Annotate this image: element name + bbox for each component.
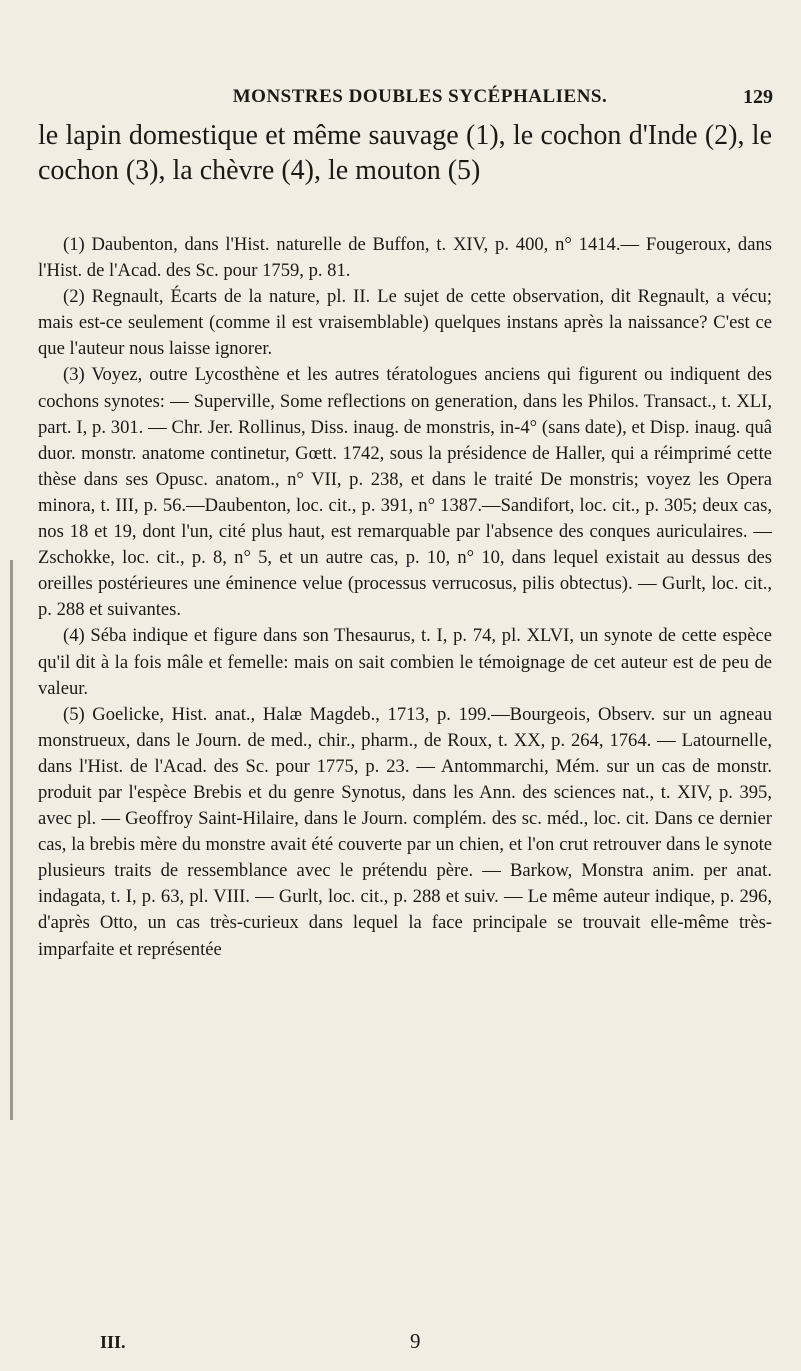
page-number: 129 — [743, 86, 773, 108]
footnote-5: (5) Goelicke, Hist. anat., Halæ Magdeb., 1713, p. 199.—Bourgeois, Observ. sur un agneau monstrueux, dans le Journ. de med., chir., pharm., de Roux, t. XX, p. 264, 1764. — Latournelle, dans l'Hist. de l'Acad. des Sc. pour 1775, p. 23. — Antommarchi, Mém. sur un cas de monstr. produit par l'espèce Brebis et du genre Synotus, dans les Ann. des sciences nat., t. XIV, p. 395, avec pl. — Geoffroy Saint-Hilaire, dans le Journ. complém. des sc. méd., loc. cit. Dans ce dernier cas, la brebis mère du monstre avait été couverte par un chien, et l'on crut retrouver dans le synote plusieurs traits de ressemblance avec le prétendu père. — Barkow, Monstra anim. per anat. indagata, t. I, p. 63, pl. VIII. — Gurlt, loc. cit., p. 288 et suiv. — Le même auteur indique, p. 296, d'après Otto, un cas très-curieux dans lequel la face principale se trouvait elle-même très-imparfaite et représentée — [38, 703, 772, 960]
margin-shadow — [10, 560, 13, 1120]
running-title: MONSTRES DOUBLES SYCÉPHALIENS. — [232, 86, 608, 107]
signature-mark: III. — [100, 1332, 126, 1352]
footnote-2: (2) Regnault, Écarts de la nature, pl. II. Le sujet de cette observation, dit Regnault, a vécu; mais est-ce seulement (comme il est vraisemblable) quelques instans après la naissance? C'est ce que l'auteur nous laisse ignorer. — [38, 286, 772, 360]
main-text: le lapin domestique et même sauvage (1), le cochon d'Inde (2), le cochon (3), la chèvre (4), le mouton (5) — [38, 120, 772, 186]
footnote-3: (3) Voyez, outre Lycosthène et les autres tératologues anciens qui figurent ou indiquent des cochons synotes: — Superville, Some reflections on generation, dans les Philos. Transact., t. XLI, part. I, p. 301. — Chr. Jer. Rollinus, Diss. inaug. de monstris, in-4° (sans date), et Disp. inaug. quâ duor. monstr. anatome continetur, Gœtt. 1742, sous la présidence de Haller, qui a réimprimé cette thèse dans ses Opusc. anatom., n° VII, p. 238, et dans le traité De monstris; voyez les Opera minora, t. III, p. 56.—Daubenton, loc. cit., p. 391, n° 1387.—Sandifort, loc. cit., p. 305; deux cas, nos 18 et 19, dont l'un, cité plus haut, est remarquable par l'absence des conques auriculaires. — Zschokke, loc. cit., p. 8, n° 5, et un autre cas, p. 10, n° 10, dans lequel existait au dessus des oreilles postérieures une éminence velue (processus verrucosus, pilis obtectus). — Gurlt, loc. cit., p. 288 et suivantes. — [38, 364, 772, 621]
footnote-1: (1) Daubenton, dans l'Hist. naturelle de Buffon, t. XIV, p. 400, n° 1414.— Fougeroux, dans l'Hist. de l'Acad. des Sc. pour 1759, p. 81. — [38, 234, 772, 282]
footnotes — [38, 232, 772, 963]
footnote-4: (4) Séba indique et figure dans son Thesaurus, t. I, p. 74, pl. XLVI, un synote de cette espèce qu'il dit à la fois mâle et femelle: mais on sait combien le témoignage de cet auteur est de peu de valeur. — [38, 625, 772, 699]
folio-number: 9 — [410, 1329, 421, 1353]
